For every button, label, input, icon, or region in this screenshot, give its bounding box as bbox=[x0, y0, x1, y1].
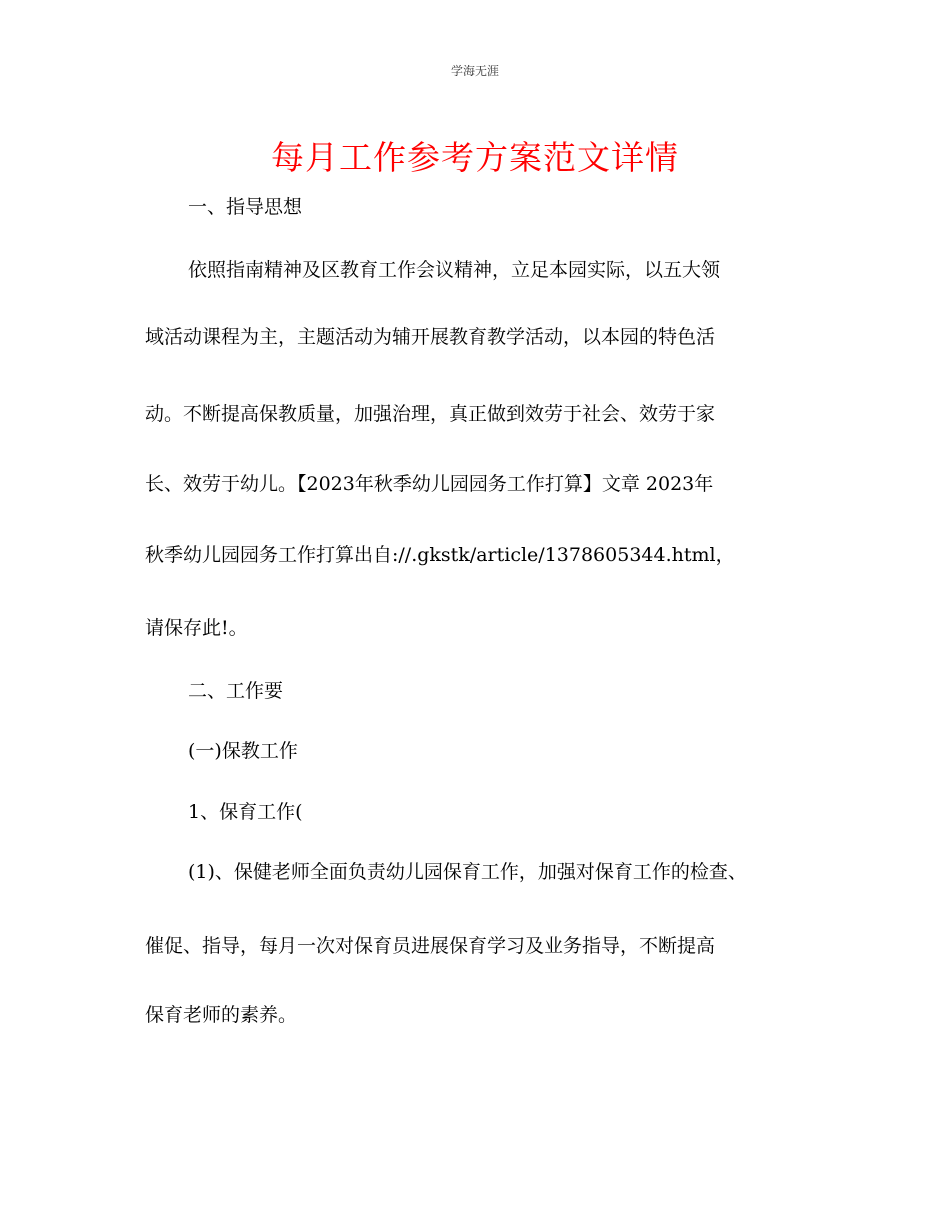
paragraph-line: 动。不断提高保教质量，加强治理，真正做到效劳于社会、效劳于家 bbox=[145, 403, 716, 425]
paragraph-line: 长、效劳于幼儿。【2023年秋季幼儿园园务工作打算】文章 2023年 bbox=[145, 473, 714, 495]
paragraph-line: 保育老师的素养。 bbox=[145, 1004, 298, 1026]
section-heading-work-requirements: 二、工作要 bbox=[188, 680, 284, 702]
subsection-heading-care-education: (一)保教工作 bbox=[188, 740, 298, 762]
paragraph-line: 催促、指导，每月一次对保育员进展保育学习及业务指导，不断提高 bbox=[145, 935, 716, 957]
paragraph-line: 秋季幼儿园园务工作打算出自://.gkstk/article/1378605344.html， bbox=[145, 544, 735, 566]
paragraph-line: 域活动课程为主，主题活动为辅开展教育教学活动，以本园的特色活 bbox=[145, 326, 716, 348]
paragraph-line: (1)、保健老师全面负责幼儿园保育工作，加强对保育工作的检查、 bbox=[188, 861, 747, 883]
page-header: 学海无涯 bbox=[450, 64, 499, 78]
paragraph-line: 依照指南精神及区教育工作会议精神，立足本园实际，以五大领 bbox=[188, 259, 721, 281]
subsection-heading-care-work: 1、保育工作( bbox=[188, 801, 303, 823]
section-heading-guiding-thought: 一、指导思想 bbox=[188, 196, 303, 218]
paragraph-line: 请保存此!。 bbox=[145, 617, 248, 639]
document-title: 每月工作参考方案范文详情 bbox=[271, 138, 679, 177]
